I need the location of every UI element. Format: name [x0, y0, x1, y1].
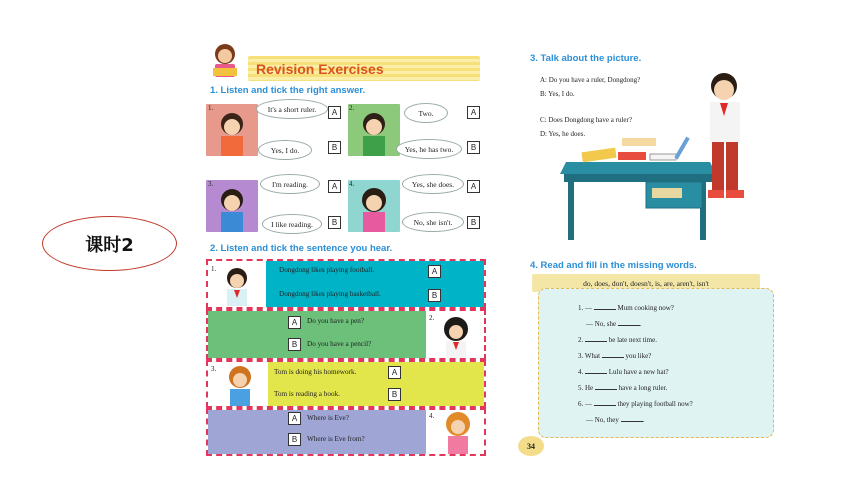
s2-row4-box-a[interactable]: A	[288, 412, 301, 425]
s1-item1-bubble-a	[256, 99, 328, 119]
s2-row3-b-text: Tom is reading a book.	[274, 390, 340, 398]
s4-line1-post: Mum cooking now?	[617, 304, 674, 312]
s4-line5-blank[interactable]	[595, 384, 617, 390]
s2-row2-num: 2.	[429, 314, 435, 322]
s4-line3-blank[interactable]	[602, 352, 624, 358]
section1-title: 1. Listen and tick the right answer.	[210, 85, 366, 96]
s4-line2-post: be late next time.	[608, 336, 657, 344]
s3-line1: A: Do you have a ruler, Dongdong?	[540, 76, 641, 84]
s4-line4	[578, 364, 693, 380]
s4-line4-pre: 4.	[578, 368, 584, 376]
lesson-label: 课时2	[42, 216, 177, 271]
dongdong-boy-illustration	[700, 70, 752, 202]
s4-line1-blank[interactable]	[594, 304, 616, 310]
s1-item3-box-a[interactable]: A	[328, 180, 341, 193]
section2-title: 2. Listen and tick the sentence you hear.	[210, 243, 393, 254]
s4-line2-blank[interactable]	[585, 336, 607, 342]
s3-line3: C: Does Dongdong have a ruler?	[540, 116, 632, 124]
s2-row1-b-text: Dongdong likes playing basketball.	[279, 290, 381, 298]
s2-row2-girl-icon	[438, 316, 474, 358]
s2-row3-boy-icon	[222, 364, 258, 406]
s2-row2-box-a[interactable]: A	[288, 316, 301, 329]
s1-item3-bubble-b-text: I like reading.	[271, 219, 313, 229]
s1-item2-bubble-b-text: Yes, he has two.	[404, 144, 454, 154]
s4-line6b-pre: — No, they	[586, 416, 619, 424]
word-bank-text: do, does, don't, doesn't, is, are, aren't, isn't	[583, 278, 709, 288]
s3-line2: B: Yes, I do.	[540, 90, 575, 98]
s1-item4-bubble-b	[402, 212, 464, 232]
s1-item1-box-b[interactable]: B	[328, 141, 341, 154]
s1-item3-bubble-a-text: I'm reading.	[272, 179, 308, 189]
s4-line4-blank[interactable]	[585, 368, 607, 374]
s2-row1-num: 1.	[211, 265, 217, 273]
s1-item2-box-a[interactable]: A	[467, 106, 480, 119]
s1-item1-num: 1.	[208, 104, 214, 112]
s3-line4: D: Yes, he does.	[540, 130, 586, 138]
s4-line5-post: have a long ruler.	[618, 384, 668, 392]
s2-row4-num: 4.	[429, 412, 435, 420]
s2-row3-box-b[interactable]: B	[388, 388, 401, 401]
s4-line3-post: you like?	[625, 352, 652, 360]
s4-line6-blank[interactable]	[594, 400, 616, 406]
s1-item4-bubble-b-text: No, she isn't.	[413, 217, 453, 227]
section3-title: 3. Talk about the picture.	[530, 53, 642, 64]
s4-line2	[578, 332, 693, 348]
s4-line1	[578, 300, 693, 316]
page-title: Revision Exercises	[256, 61, 384, 77]
s1-item1-bubble-b-text: Yes, I do.	[270, 145, 300, 155]
s2-row2-a-text: Do you have a pen?	[307, 317, 365, 325]
s4-line1b-blank[interactable]	[618, 320, 640, 326]
page-number: 34	[518, 436, 544, 456]
s2-row1-box-b[interactable]: B	[428, 289, 441, 302]
s1-item4-box-a[interactable]: A	[467, 180, 480, 193]
s2-row3-a-text: Tom is doing his homework.	[274, 368, 357, 376]
s4-line6b	[578, 412, 693, 428]
s2-row1-box-a[interactable]: A	[428, 265, 441, 278]
s1-item4-box-b[interactable]: B	[467, 216, 480, 229]
s4-line1-pre: 1. —	[578, 304, 592, 312]
s1-item3-bubble-a	[260, 174, 320, 194]
s2-row1-a-text: Dongdong likes playing football.	[279, 266, 375, 274]
s2-row4-box-b[interactable]: B	[288, 433, 301, 446]
s1-item2-bubble-a	[404, 103, 448, 123]
s1-item3-num: 3.	[208, 180, 214, 188]
s4-line3-pre: 3. What	[578, 352, 601, 360]
s1-item2-bubble-b	[396, 139, 462, 159]
s4-line6-pre: 6. —	[578, 400, 592, 408]
s4-line4-post: Lulu have a new hat?	[608, 368, 669, 376]
s1-item3-bubble-b	[262, 214, 322, 234]
s4-line3	[578, 348, 693, 364]
s1-item4-bubble-a	[402, 174, 464, 194]
s1-item1-box-a[interactable]: A	[328, 106, 341, 119]
girl-mascot-icon	[208, 42, 242, 80]
s4-line6-post: they playing football now?	[617, 400, 693, 408]
s4-line1b-post: .	[639, 320, 642, 328]
s2-row4-girl-icon	[440, 410, 476, 454]
s1-item3-box-b[interactable]: B	[328, 216, 341, 229]
s4-line1b	[578, 316, 693, 332]
s2-row4-a-text: Where is Eve?	[307, 414, 349, 422]
s2-row3-num: 3.	[211, 365, 217, 373]
s4-line5-pre: 5. He	[578, 384, 594, 392]
s4-line6	[578, 396, 693, 412]
section4-title: 4. Read and fill in the missing words.	[530, 260, 697, 271]
s2-row4-b-text: Where is Eve from?	[307, 435, 365, 443]
s1-item2-box-b[interactable]: B	[467, 141, 480, 154]
s4-line5	[578, 380, 693, 396]
s1-item1-picture	[206, 104, 258, 156]
section4-lines	[578, 300, 693, 428]
s1-item3-picture	[206, 180, 258, 232]
desk-illustration	[560, 132, 720, 244]
section3-dialog	[540, 73, 640, 141]
s2-row2-box-b[interactable]: B	[288, 338, 301, 351]
s1-item2-num: 2.	[349, 104, 355, 112]
s1-item4-picture	[348, 180, 400, 232]
s1-item4-num: 4.	[349, 180, 355, 188]
s2-row2-b-text: Do you have a pencil?	[307, 340, 372, 348]
s1-item2-bubble-a-text: Two.	[418, 108, 434, 118]
s1-item1-bubble-b	[258, 140, 312, 160]
s1-item2-picture	[348, 104, 400, 156]
s4-line2-pre: 2.	[578, 336, 584, 344]
s1-item1-bubble-a-text: It's a short ruler.	[267, 104, 317, 114]
s2-row3-box-a[interactable]: A	[388, 366, 401, 379]
s1-item4-bubble-a-text: Yes, she does.	[411, 179, 455, 189]
s4-line6b-post: .	[642, 416, 645, 424]
s4-line6b-blank[interactable]	[621, 416, 643, 422]
s2-row1-boy-icon	[220, 266, 254, 306]
s4-line1b-pre: — No, she	[586, 320, 617, 328]
